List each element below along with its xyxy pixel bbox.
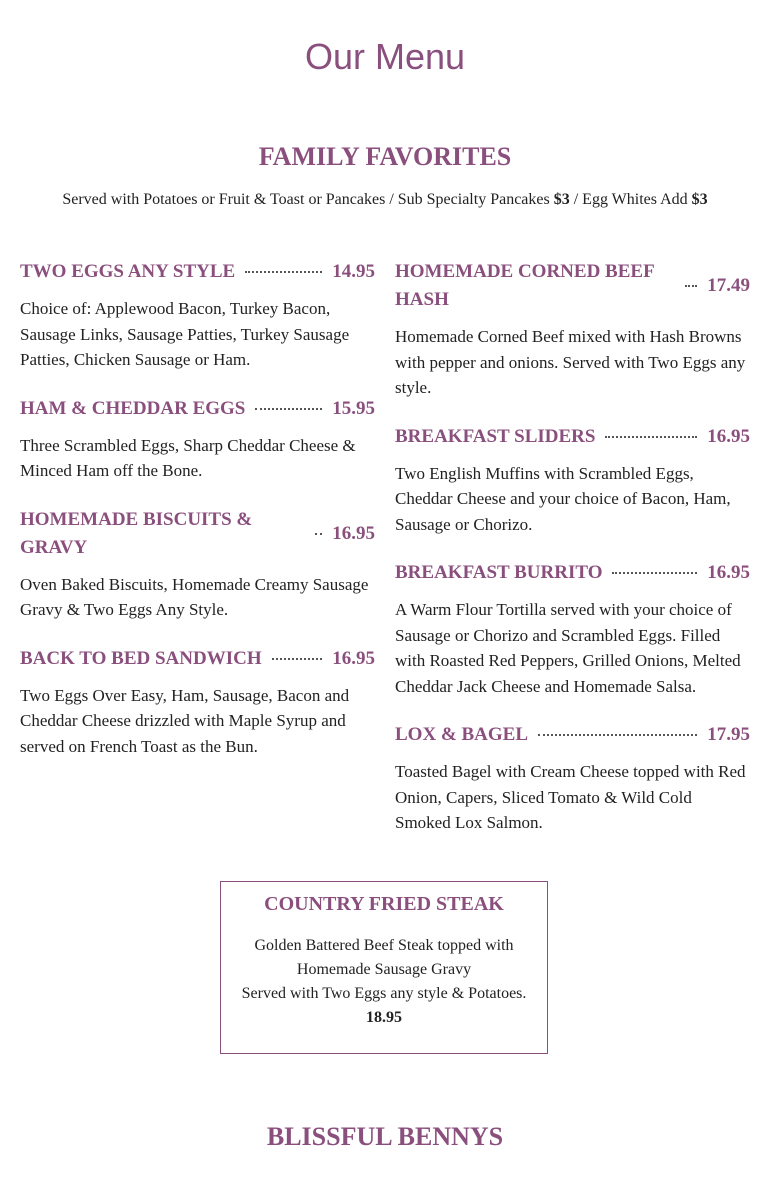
- menu-item: [395, 721, 750, 836]
- note-mid: / Egg Whites Add: [569, 191, 692, 208]
- menu-item-description: Oven Baked Biscuits, Homemade Creamy Sausage Gravy & Two Eggs Any Style.: [20, 574, 369, 619]
- menu-item-description: Two English Muffins with Scrambled Eggs, Cheddar Cheese and your choice of Bacon, Ham, Sausage or Chorizo.: [395, 463, 731, 534]
- menu-item-price: 16.95: [707, 425, 750, 447]
- menu-column-right: [395, 258, 750, 858]
- section-title-blissful-bennys: BLISSFUL BENNYS: [266, 1122, 504, 1151]
- menu-item-description: Toasted Bagel with Cream Cheese topped with Red Onion, Capers, Sliced Tomato & Wild Cold Smoked Lox Salmon.: [395, 762, 746, 832]
- menu-item-description: A Warm Flour Tortilla served with your choice of Sausage or Chorizo and Scrambled Eggs. Filled with Roasted Red Peppers, Grilled Onions, Melted Cheddar Jack Cheese and Homemade Salsa.: [395, 600, 741, 696]
- menu-item: [20, 258, 375, 373]
- section-note: [0, 190, 770, 210]
- menu-item-name: HAM & CHEDDAR EGGS: [20, 397, 246, 419]
- menu-item-description: Two Eggs Over Easy, Ham, Sausage, Bacon and Cheddar Cheese drizzled with Maple Syrup and served on French Toast as the Bun.: [20, 685, 350, 756]
- menu-item: [20, 645, 375, 760]
- special-title: COUNTRY FRIED STEAK: [264, 893, 504, 915]
- menu-item-header: [20, 506, 375, 562]
- menu-item: [395, 258, 750, 401]
- menu-item-name: BREAKFAST BURRITO: [395, 562, 603, 583]
- special-line-3: Served with Two Eggs any style & Potatoes.: [241, 985, 527, 1002]
- special-line-1: Golden Battered Beef Steak topped with: [254, 937, 514, 954]
- menu-item: [395, 423, 750, 538]
- menu-item-price: 16.95: [707, 562, 750, 583]
- menu-item-name: HOMEMADE BISCUITS & GRAVY: [20, 508, 253, 558]
- menu-item-name: BACK TO BED SANDWICH: [20, 647, 262, 669]
- menu-item: [20, 506, 375, 623]
- menu-item-header: [395, 559, 750, 587]
- menu-column-left: [20, 258, 375, 781]
- menu-item-price: 14.95: [332, 261, 375, 282]
- menu-item-name: LOX & BAGEL: [395, 724, 529, 745]
- dot-leader: [315, 533, 322, 535]
- special-price: 18.95: [366, 1009, 402, 1026]
- menu-item-header: [395, 423, 750, 451]
- menu-item-header: [20, 258, 375, 286]
- dot-leader: [272, 658, 323, 660]
- menu-item-price: 17.95: [707, 724, 750, 745]
- special-description: [221, 934, 547, 1030]
- menu-item-description: Choice of: Applewood Bacon, Turkey Bacon, Sausage Links, Sausage Patties, Turkey Sausage Patties, Chicken Sausage or Ham.: [20, 299, 350, 369]
- note-price-egg-whites: $3: [691, 191, 708, 208]
- dot-leader: [612, 572, 697, 574]
- dot-leader: [245, 271, 322, 273]
- menu-item-price: 16.95: [332, 647, 375, 669]
- menu-item: [395, 559, 750, 699]
- note-price-pancakes: $3: [553, 191, 570, 208]
- dot-leader: [685, 285, 697, 287]
- menu-item-header: [395, 258, 750, 314]
- menu-item-description: Homemade Corned Beef mixed with Hash Browns with pepper and onions. Served with Two Eggs any style.: [395, 327, 746, 397]
- menu-item-price: 15.95: [332, 397, 375, 419]
- page-title: Our Menu: [304, 36, 466, 77]
- dot-leader: [605, 436, 697, 438]
- menu-item-name: TWO EGGS ANY STYLE: [20, 261, 236, 282]
- menu-item-header: [395, 721, 750, 749]
- special-line-2: Homemade Sausage Gravy: [296, 961, 472, 978]
- menu-item: [20, 395, 375, 484]
- special-box: [220, 881, 548, 1054]
- dot-leader: [538, 734, 697, 736]
- menu-item-description: Three Scrambled Eggs, Sharp Cheddar Cheese & Minced Ham off the Bone.: [20, 435, 356, 480]
- menu-item-price: 17.49: [707, 275, 750, 296]
- menu-item-price: 16.95: [332, 522, 375, 544]
- menu-item-header: [20, 395, 375, 423]
- dot-leader: [255, 408, 322, 410]
- menu-item-name: BREAKFAST SLIDERS: [395, 425, 596, 447]
- menu-item-name: HOMEMADE CORNED BEEF HASH: [395, 261, 654, 310]
- section-title-family-favorites: FAMILY FAVORITES: [258, 142, 512, 171]
- menu-item-header: [20, 645, 375, 673]
- note-prefix: Served with Potatoes or Fruit & Toast or Pancakes / Sub Specialty Pancakes: [62, 191, 554, 208]
